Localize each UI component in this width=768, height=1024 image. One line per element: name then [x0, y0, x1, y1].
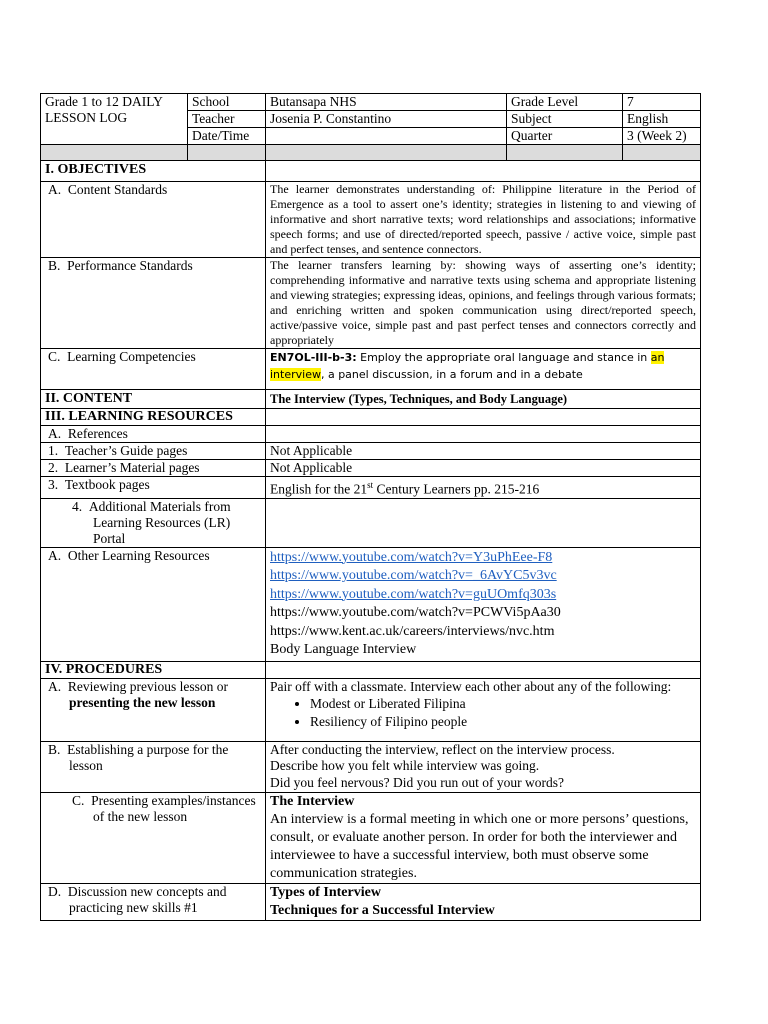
- competency-code: EN7OL-III-b-3:: [270, 351, 357, 364]
- youtube-url-4: https://www.youtube.com/watch?v=PCWVi5pAa30: [270, 605, 561, 620]
- other-resources-label: A. Other Learning Resources: [41, 547, 266, 661]
- grade-value: 7: [623, 94, 701, 111]
- interview-definition: An interview is a formal meeting in which one or more persons’ questions, consult, or evaluate another person. In order for both the interviewer and interviewee to have a successful interview, both must observe some communication strategies.: [270, 811, 689, 881]
- learning-competencies-label: C. Learning Competencies: [41, 349, 266, 390]
- content-standards-text: The learner demonstrates understanding of: Philippine literature in the Period of Emergence as a tool to assert one’s identity; strategies in listening to and viewing of informative and short narrative texts; word relationships and associations; informative speech forms; and use of directed/reported speech, passive / active voice, simple past and perfect tenses, and sentence connectors.: [266, 182, 701, 258]
- school-value: Butansapa NHS: [266, 94, 507, 111]
- purpose-line: Describe how you felt while interview was going.: [270, 758, 540, 773]
- competency-highlight: an interview: [270, 351, 665, 381]
- procedures-heading: IV. PROCEDURES: [41, 661, 266, 678]
- additional-materials-label: 4. Additional Materials from Learning Resources (LR) Portal: [41, 498, 266, 547]
- subject-value: English: [623, 111, 701, 128]
- references-label: A. References: [41, 426, 266, 443]
- grey-spacer: [623, 145, 701, 161]
- reviewing-text: [266, 678, 701, 741]
- teacher-label: Teacher: [188, 111, 266, 128]
- competency-text-end: , a panel discussion, in a forum and in a debate: [320, 368, 583, 381]
- empty-cell: [266, 426, 701, 443]
- purpose-line: After conducting the interview, reflect on the interview process.: [270, 741, 615, 757]
- techniques-for-interview: Techniques for a Successful Interview: [270, 902, 495, 918]
- learning-resources-heading: III. LEARNING RESOURCES: [41, 409, 266, 426]
- grey-spacer: [41, 145, 188, 161]
- textbook-value: [266, 477, 701, 499]
- list-item: • Resiliency of Filipino people: [310, 713, 696, 731]
- learners-material-label: 2. Learner’s Material pages: [41, 460, 266, 477]
- content-heading: II. CONTENT: [41, 390, 266, 409]
- purpose-line: Did you feel nervous? Did you run out of your words?: [270, 774, 564, 790]
- lesson-log-document: [40, 93, 700, 921]
- content-standards-label: A. Content Standards: [41, 182, 266, 258]
- teacher-value: Josenia P. Constantino: [266, 111, 507, 128]
- datetime-value: [266, 128, 507, 145]
- grade-label: Grade Level: [507, 94, 623, 111]
- grey-spacer: [188, 145, 266, 161]
- learners-material-value: Not Applicable: [266, 460, 701, 477]
- textbook-value-sup: st: [367, 480, 374, 490]
- reviewing-label-text: A. Reviewing previous lesson or: [48, 678, 228, 694]
- teachers-guide-label: 1. Teacher’s Guide pages: [41, 443, 266, 460]
- teachers-guide-value: Not Applicable: [266, 443, 701, 460]
- discussion-text: [266, 883, 701, 920]
- interview-title: The Interview: [270, 793, 355, 809]
- body-language-title: Body Language Interview: [270, 642, 417, 657]
- topic-list: [270, 695, 696, 731]
- reviewing-instruction: Pair off with a classmate. Interview each other about any of the following:: [270, 678, 672, 694]
- quarter-value: 3 (Week 2): [623, 128, 701, 145]
- reviewing-label-bold: presenting the new lesson: [69, 694, 216, 710]
- youtube-link-1[interactable]: https://www.youtube.com/watch?v=Y3uPhEee-F8: [270, 549, 553, 565]
- competency-text: Employ the appropriate oral language and stance in: [356, 351, 651, 364]
- discussion-label: D. Discussion new concepts and practicing new skills #1: [41, 883, 266, 920]
- performance-standards-text: The learner transfers learning by: showing ways of asserting one’s identity; comprehending informative and narrative texts using schema and appropriate listening and viewing strategies; expressing ideas, opinions, and feelings through various formats; and enriching written and spoken communication using direct/reported speech, active/passive voice, simple past and past perfect tenses and connectors correctly and appropriately: [266, 258, 701, 349]
- presenting-text: [266, 792, 701, 883]
- objectives-heading: I. OBJECTIVES: [41, 161, 266, 182]
- quarter-label: Quarter: [507, 128, 623, 145]
- subject-label: Subject: [507, 111, 623, 128]
- youtube-link-3[interactable]: https://www.youtube.com/watch?v=guUOmfq303s: [270, 586, 557, 602]
- empty-cell: [266, 498, 701, 547]
- school-label: School: [188, 94, 266, 111]
- content-value: The Interview (Types, Techniques, and Body Language): [266, 390, 701, 409]
- grey-spacer: [266, 145, 507, 161]
- other-resources-links: [266, 547, 701, 661]
- purpose-label: B. Establishing a purpose for the lesson: [41, 741, 266, 792]
- learning-competencies-text: [266, 349, 701, 390]
- doc-title: Grade 1 to 12 DAILY LESSON LOG: [41, 94, 188, 145]
- types-of-interview: Types of Interview: [270, 884, 381, 900]
- textbook-label: 3. Textbook pages: [41, 477, 266, 499]
- datetime-label: Date/Time: [188, 128, 266, 145]
- empty-cell: [266, 661, 701, 678]
- empty-cell: [266, 409, 701, 426]
- reviewing-label: [41, 678, 266, 741]
- performance-standards-label: B. Performance Standards: [41, 258, 266, 349]
- textbook-value-text: English for the 21: [270, 481, 368, 497]
- youtube-link-2[interactable]: https://www.youtube.com/watch?v=_6AvYC5v3vc: [270, 568, 557, 583]
- textbook-value-end: Century Learners pp. 215-216: [373, 481, 540, 497]
- list-item: • Modest or Liberated Filipina: [310, 695, 696, 713]
- empty-cell: [266, 161, 701, 182]
- lesson-log-table: [40, 93, 701, 921]
- kent-url: https://www.kent.ac.uk/careers/interviews/nvc.htm: [270, 623, 555, 639]
- grey-spacer: [507, 145, 623, 161]
- presenting-label: C. Presenting examples/instances of the new lesson: [41, 792, 266, 883]
- purpose-text: [266, 741, 701, 792]
